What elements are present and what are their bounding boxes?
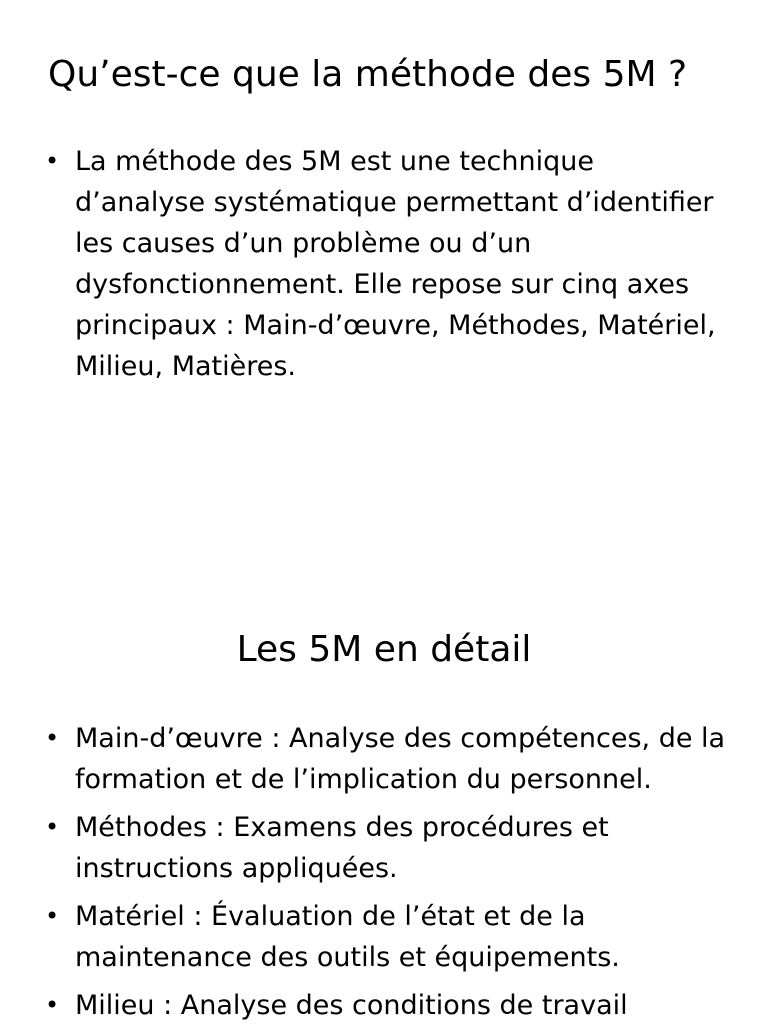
bullet-text: Main-d’œuvre : Analyse des compétences, de la formation et de l’implication du personnel. [75, 723, 726, 795]
bullet-icon: • [45, 147, 60, 175]
slide-what-is-5m [0, 0, 768, 512]
slide-title: Qu’est-ce que la méthode des 5M ? [48, 54, 688, 95]
bullet-text: La méthode des 5M est une technique d’analyse systématique permettant d’identifier les causes d’un problème ou d’un dysfonctionnement. Elle repose sur cinq axes principaux : Main-d’œuvre, Méthodes, Matériel, Milieu, Matières. [75, 146, 716, 382]
bullet-item-main-oeuvre [0, 718, 768, 800]
bullet-item-materiel [0, 896, 768, 978]
bullet-item-milieu [0, 985, 768, 1026]
bullet-icon: • [45, 724, 60, 752]
bullet-icon: • [45, 991, 60, 1019]
bullet-icon: • [45, 813, 60, 841]
bullet-text: Milieu : Analyse des conditions de travail [75, 990, 628, 1021]
bullet-item-methodes [0, 807, 768, 889]
bullet-icon: • [45, 902, 60, 930]
slide-title: Les 5M en détail [236, 629, 532, 670]
bullet-text: Matériel : Évaluation de l’état et de la maintenance des outils et équipements. [75, 901, 620, 973]
slide-5m-detail [0, 512, 768, 1024]
bullet-item-definition [0, 141, 768, 387]
bullet-list [0, 141, 768, 394]
bullet-text: Méthodes : Examens des procédures et instructions appliquées. [75, 812, 609, 884]
bullet-list [0, 718, 768, 1033]
